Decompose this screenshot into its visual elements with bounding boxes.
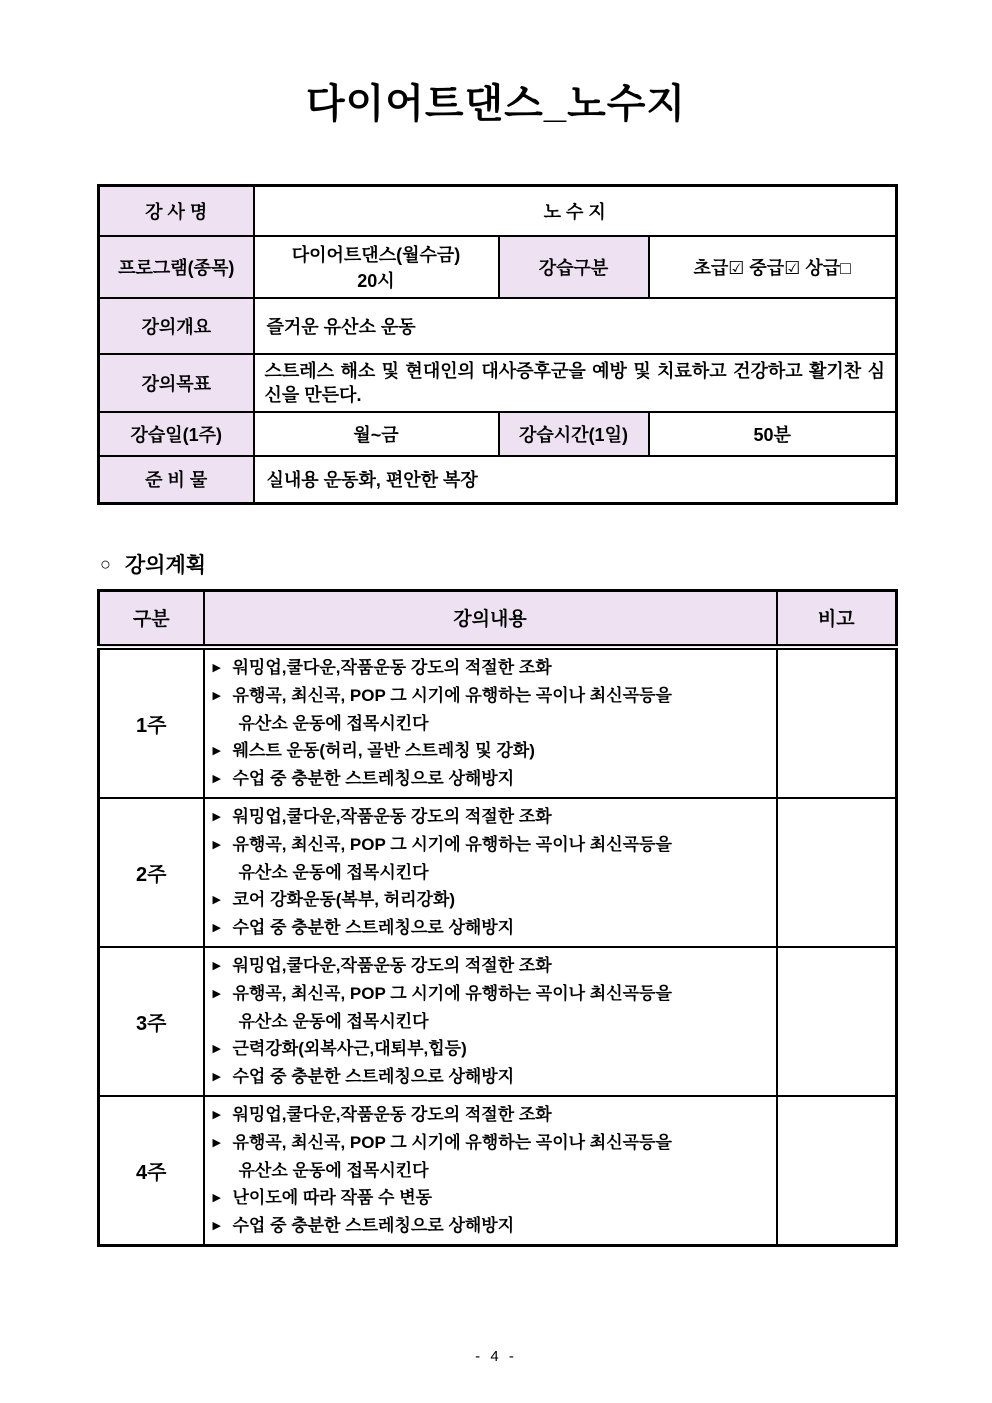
week4-label: 4주 xyxy=(99,1096,204,1246)
content-line xyxy=(213,952,772,980)
content-line-text: 유행곡, 최신곡, POP 그 시기에 유행하는 곡이나 최신곡등을 xyxy=(232,685,672,705)
week4-content xyxy=(204,1096,777,1246)
time-value: 50분 xyxy=(649,412,897,456)
triangle-bullet-icon: ▶ xyxy=(212,1191,221,1204)
info-row-program xyxy=(99,236,897,298)
col-header-content: 강의내용 xyxy=(204,591,777,647)
info-row-overview xyxy=(99,298,897,354)
section-heading xyxy=(100,549,992,579)
triangle-bullet-icon: ▶ xyxy=(212,959,221,972)
triangle-bullet-icon: ▶ xyxy=(212,661,221,674)
supplies-label: 준 비 물 xyxy=(99,456,254,504)
circle-bullet-icon: ○ xyxy=(100,553,111,574)
objective-label: 강의목표 xyxy=(99,354,254,412)
section-title: 강의계획 xyxy=(124,554,207,577)
triangle-bullet-icon: ▶ xyxy=(212,1136,221,1149)
week2-content xyxy=(204,798,777,947)
content-line-continuation xyxy=(213,1157,772,1184)
content-line xyxy=(213,1212,772,1240)
content-line xyxy=(213,886,772,914)
week2-label: 2주 xyxy=(99,798,204,947)
content-line-text: 워밍업,쿨다운,작품운동 강도의 적절한 조화 xyxy=(232,1104,552,1124)
info-row-days xyxy=(99,412,897,456)
plan-row-week1 xyxy=(99,647,897,798)
content-line-text: 코어 강화운동(복부, 허리강화) xyxy=(232,889,456,909)
plan-row-week4 xyxy=(99,1096,897,1246)
content-line-text: 유행곡, 최신곡, POP 그 시기에 유행하는 곡이나 최신곡등을 xyxy=(232,834,672,854)
content-line xyxy=(213,654,772,682)
info-row-supplies xyxy=(99,456,897,504)
lecture-plan-table xyxy=(97,589,898,1247)
content-line xyxy=(213,803,772,831)
triangle-bullet-icon: ▶ xyxy=(212,1108,221,1121)
plan-row-week2 xyxy=(99,798,897,947)
page-number: - 4 - xyxy=(475,1348,517,1365)
program-value xyxy=(254,236,499,298)
content-line-text: 웨스트 운동(허리, 골반 스트레칭 및 강화) xyxy=(232,740,535,760)
content-line-text: 유행곡, 최신곡, POP 그 시기에 유행하는 곡이나 최신곡등을 xyxy=(232,983,672,1003)
program-value-line1: 다이어트댄스(월수금) xyxy=(291,244,461,265)
content-line-text: 수업 중 충분한 스트레칭으로 상해방지 xyxy=(232,1066,515,1086)
plan-row-week3 xyxy=(99,947,897,1096)
content-line-text: 유행곡, 최신곡, POP 그 시기에 유행하는 곡이나 최신곡등을 xyxy=(232,1132,672,1152)
info-row-objective xyxy=(99,354,897,412)
program-value-line2: 20시 xyxy=(357,270,395,291)
content-line-text: 난이도에 따라 작품 수 변동 xyxy=(232,1187,433,1207)
program-label: 프로그램(종목) xyxy=(99,236,254,298)
content-line-continuation xyxy=(213,1008,772,1035)
triangle-bullet-icon: ▶ xyxy=(212,772,221,785)
week3-label: 3주 xyxy=(99,947,204,1096)
week1-label: 1주 xyxy=(99,647,204,798)
content-line-text: 근력강화(외복사근,대퇴부,힙등) xyxy=(232,1038,467,1058)
class-level-checkboxes: 초급☑ 중급☑ 상급□ xyxy=(649,236,897,298)
class-level-label: 강습구분 xyxy=(499,236,649,298)
triangle-bullet-icon: ▶ xyxy=(212,1070,221,1083)
instructor-value: 노 수 지 xyxy=(254,186,897,236)
content-line xyxy=(213,831,772,859)
content-line-text: 수업 중 충분한 스트레칭으로 상해방지 xyxy=(232,1215,515,1235)
content-line-continuation xyxy=(213,859,772,886)
days-label: 강습일(1주) xyxy=(99,412,254,456)
col-header-remark: 비고 xyxy=(777,591,897,647)
course-info-table xyxy=(97,184,898,505)
page-title: 다이어트댄스_노수지 xyxy=(305,82,686,126)
content-line-text: 유산소 운동에 접목시킨다 xyxy=(238,713,429,733)
content-line-text: 워밍업,쿨다운,작품운동 강도의 적절한 조화 xyxy=(232,806,552,826)
overview-label: 강의개요 xyxy=(99,298,254,354)
content-line-text: 워밍업,쿨다운,작품운동 강도의 적절한 조화 xyxy=(232,657,552,677)
objective-value: 스트레스 해소 및 현대인의 대사증후군을 예방 및 치료하고 건강하고 활기찬 심신을 만든다. xyxy=(254,354,897,412)
days-value: 월~금 xyxy=(254,412,499,456)
content-line xyxy=(213,1101,772,1129)
triangle-bullet-icon: ▶ xyxy=(212,987,221,1000)
col-header-week: 구분 xyxy=(99,591,204,647)
week3-remark xyxy=(777,947,897,1096)
week3-content xyxy=(204,947,777,1096)
week4-remark xyxy=(777,1096,897,1246)
content-line xyxy=(213,1129,772,1157)
content-line xyxy=(213,1063,772,1091)
content-line-text: 유산소 운동에 접목시킨다 xyxy=(238,1011,429,1031)
triangle-bullet-icon: ▶ xyxy=(212,1042,221,1055)
triangle-bullet-icon: ▶ xyxy=(212,744,221,757)
content-line xyxy=(213,980,772,1008)
content-line-text: 수업 중 충분한 스트레칭으로 상해방지 xyxy=(232,917,515,937)
week2-remark xyxy=(777,798,897,947)
week1-remark xyxy=(777,647,897,798)
time-label: 강습시간(1일) xyxy=(499,412,649,456)
overview-value: 즐거운 유산소 운동 xyxy=(254,298,897,354)
triangle-bullet-icon: ▶ xyxy=(212,838,221,851)
triangle-bullet-icon: ▶ xyxy=(212,1219,221,1232)
triangle-bullet-icon: ▶ xyxy=(212,921,221,934)
content-line-text: 유산소 운동에 접목시킨다 xyxy=(238,1160,429,1180)
triangle-bullet-icon: ▶ xyxy=(212,893,221,906)
content-line xyxy=(213,682,772,710)
content-line-text: 워밍업,쿨다운,작품운동 강도의 적절한 조화 xyxy=(232,955,552,975)
content-line xyxy=(213,1184,772,1212)
content-line xyxy=(213,737,772,765)
week1-content xyxy=(204,647,777,798)
info-row-instructor xyxy=(99,186,897,236)
plan-header-row xyxy=(99,591,897,647)
content-line xyxy=(213,765,772,793)
triangle-bullet-icon: ▶ xyxy=(212,689,221,702)
supplies-value: 실내용 운동화, 편안한 복장 xyxy=(254,456,897,504)
content-line xyxy=(213,1035,772,1063)
triangle-bullet-icon: ▶ xyxy=(212,810,221,823)
content-line-text: 유산소 운동에 접목시킨다 xyxy=(238,862,429,882)
content-line-text: 수업 중 충분한 스트레칭으로 상해방지 xyxy=(232,768,515,788)
content-line xyxy=(213,914,772,942)
content-line-continuation xyxy=(213,710,772,737)
instructor-label: 강 사 명 xyxy=(99,186,254,236)
